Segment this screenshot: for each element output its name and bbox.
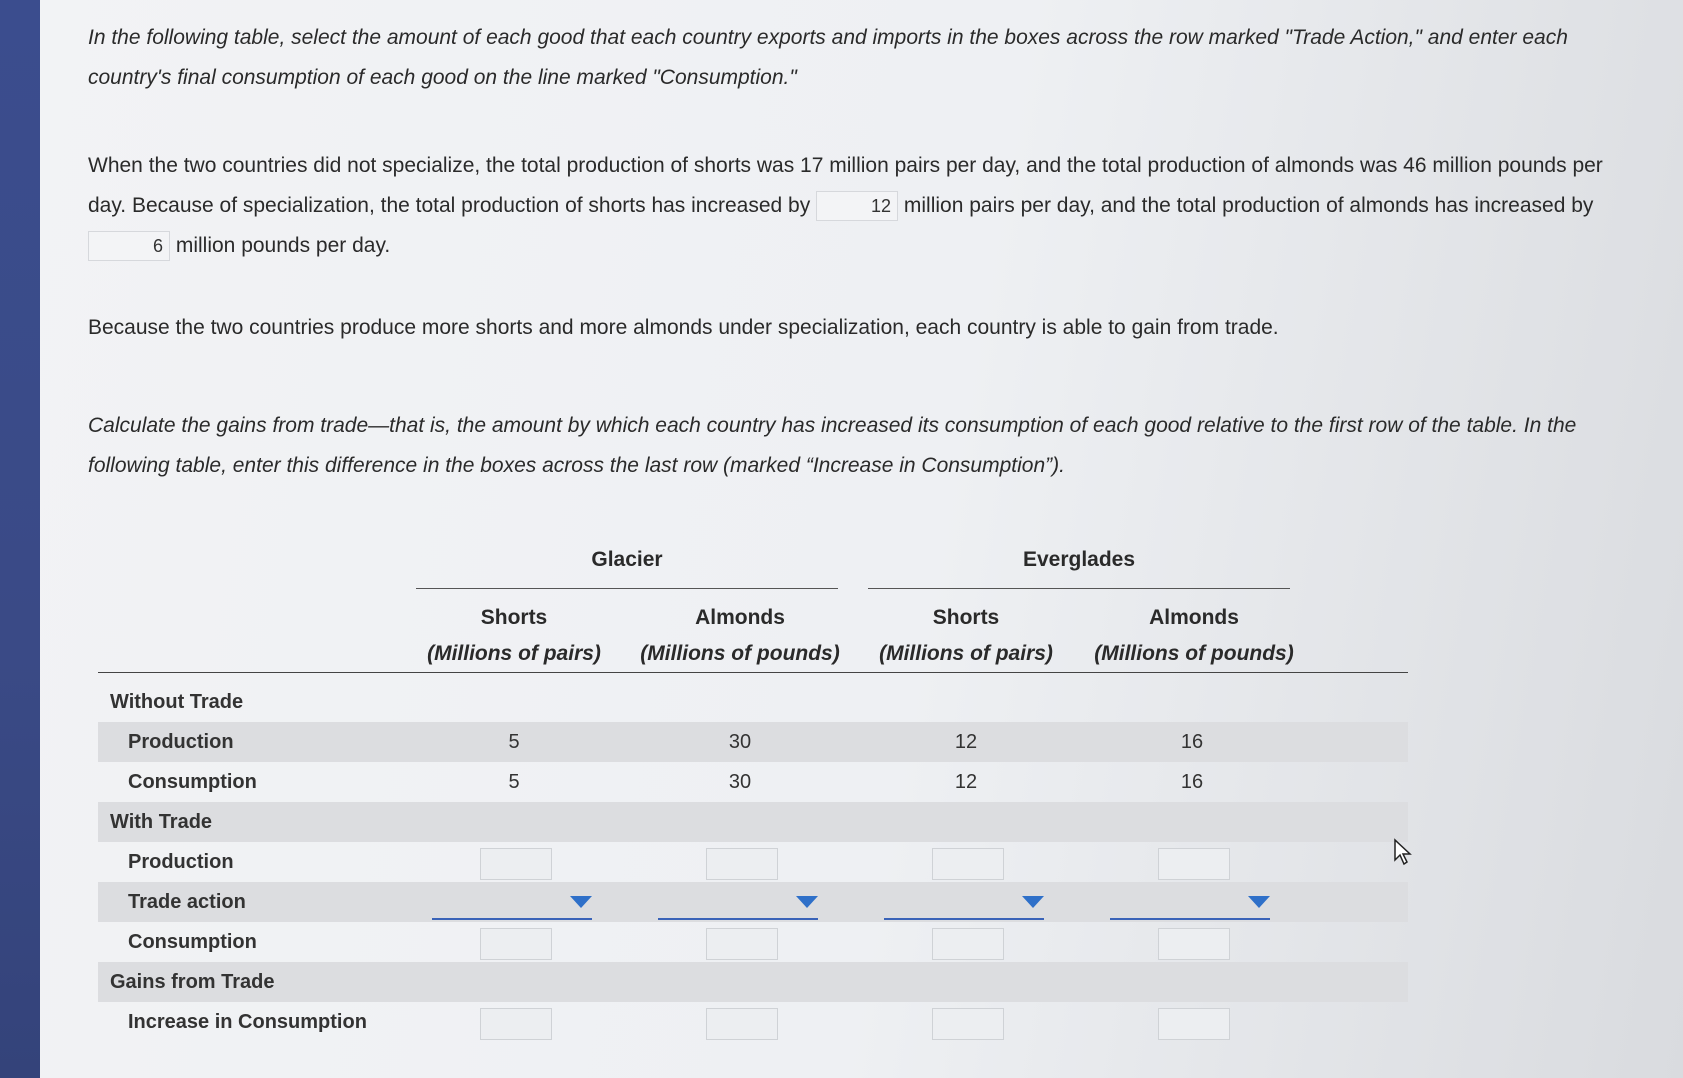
column-unit: (Millions of pairs) xyxy=(427,642,601,665)
almonds-increase-input[interactable]: 6 xyxy=(88,231,170,261)
row-label: Consumption xyxy=(128,931,257,953)
column-header-everglades-almonds xyxy=(1082,600,1306,672)
header-rule xyxy=(98,672,1408,673)
value-cell: 16 xyxy=(1180,771,1204,793)
chevron-down-icon xyxy=(570,896,592,908)
column-unit: (Millions of pounds) xyxy=(1094,642,1294,665)
glacier-almonds-increase-input[interactable] xyxy=(706,1008,778,1040)
glacier-shorts-trade-dropdown[interactable] xyxy=(432,888,592,920)
value-cell: 12 xyxy=(954,731,978,753)
column-good: Shorts xyxy=(932,606,1000,629)
value-cell: 16 xyxy=(1180,731,1204,753)
everglades-shorts-production-input[interactable] xyxy=(932,848,1004,880)
glacier-almonds-production-input[interactable] xyxy=(706,848,778,880)
spec-text-2: million pairs per day, and the total production of almonds has increased by xyxy=(903,194,1594,217)
section-label: With Trade xyxy=(110,811,213,833)
row-label: Increase in Consumption xyxy=(128,1011,367,1033)
row-label: Consumption xyxy=(128,771,257,793)
glacier-shorts-increase-input[interactable] xyxy=(480,1008,552,1040)
column-good: Almonds xyxy=(1149,606,1239,629)
row-label: Production xyxy=(128,731,234,753)
specialization-paragraph xyxy=(88,146,1608,266)
row-without-production xyxy=(98,722,1408,762)
chevron-down-icon xyxy=(1022,896,1044,908)
country-header-glacier: Glacier xyxy=(416,548,838,589)
glacier-shorts-consumption-input[interactable] xyxy=(480,928,552,960)
column-header-glacier-shorts xyxy=(414,600,614,672)
calc-instructions: Calculate the gains from trade—that is, the amount by which each country has increased its consumption of each good relative to the first row of the table. In the following table, enter this difference in the boxes across the last row (marked “Increase in Consumption”). xyxy=(88,414,1577,477)
section-gains-from-trade xyxy=(98,962,1408,1002)
row-trade-action xyxy=(98,882,1408,922)
row-label: Production xyxy=(128,851,234,873)
value-cell: 12 xyxy=(954,771,978,793)
everglades-almonds-consumption-input[interactable] xyxy=(1158,928,1230,960)
section-without-trade xyxy=(98,682,1408,722)
column-header-everglades-shorts xyxy=(866,600,1066,672)
glacier-shorts-production-input[interactable] xyxy=(480,848,552,880)
row-increase-consumption xyxy=(98,1002,1408,1042)
everglades-almonds-trade-dropdown[interactable] xyxy=(1110,888,1270,920)
mouse-cursor-icon xyxy=(1393,838,1415,868)
spec-text-1: When the two countries did not specialize, the total production of shorts was 17 million pairs per day, and the total production of almonds was 46 million pounds per day. Because of specialization, the total production of shorts has increased by xyxy=(88,154,1603,217)
row-without-consumption xyxy=(98,762,1408,802)
value-cell: 5 xyxy=(508,731,520,753)
everglades-shorts-consumption-input[interactable] xyxy=(932,928,1004,960)
everglades-shorts-trade-dropdown[interactable] xyxy=(884,888,1044,920)
everglades-almonds-increase-input[interactable] xyxy=(1158,1008,1230,1040)
section-label: Without Trade xyxy=(110,691,244,713)
glacier-almonds-consumption-input[interactable] xyxy=(706,928,778,960)
value-cell: 30 xyxy=(728,731,752,753)
value-cell: 30 xyxy=(728,771,752,793)
gain-note: Because the two countries produce more shorts and more almonds under specialization, each country is able to gain from trade. xyxy=(88,316,1279,339)
glacier-almonds-trade-dropdown[interactable] xyxy=(658,888,818,920)
chevron-down-icon xyxy=(796,896,818,908)
shorts-increase-input[interactable]: 12 xyxy=(816,191,898,221)
left-sidebar xyxy=(0,0,40,1078)
value-cell: 5 xyxy=(508,771,520,793)
column-good: Shorts xyxy=(480,606,548,629)
spec-text-3: million pounds per day. xyxy=(175,234,391,257)
column-unit: (Millions of pounds) xyxy=(640,642,840,665)
row-with-production xyxy=(98,842,1408,882)
row-label: Trade action xyxy=(128,891,246,913)
everglades-almonds-production-input[interactable] xyxy=(1158,848,1230,880)
column-unit: (Millions of pairs) xyxy=(879,642,1053,665)
column-header-glacier-almonds xyxy=(628,600,852,672)
chevron-down-icon xyxy=(1248,896,1270,908)
section-with-trade xyxy=(98,802,1408,842)
everglades-shorts-increase-input[interactable] xyxy=(932,1008,1004,1040)
column-good: Almonds xyxy=(695,606,785,629)
intro-instructions: In the following table, select the amount of each good that each country exports and imports in the boxes across the row marked "Trade Action," and enter each country's final consumption of each good on the line marked "Consumption." xyxy=(88,26,1568,89)
country-header-everglades: Everglades xyxy=(868,548,1290,589)
section-label: Gains from Trade xyxy=(110,971,275,993)
row-with-consumption xyxy=(98,922,1408,962)
